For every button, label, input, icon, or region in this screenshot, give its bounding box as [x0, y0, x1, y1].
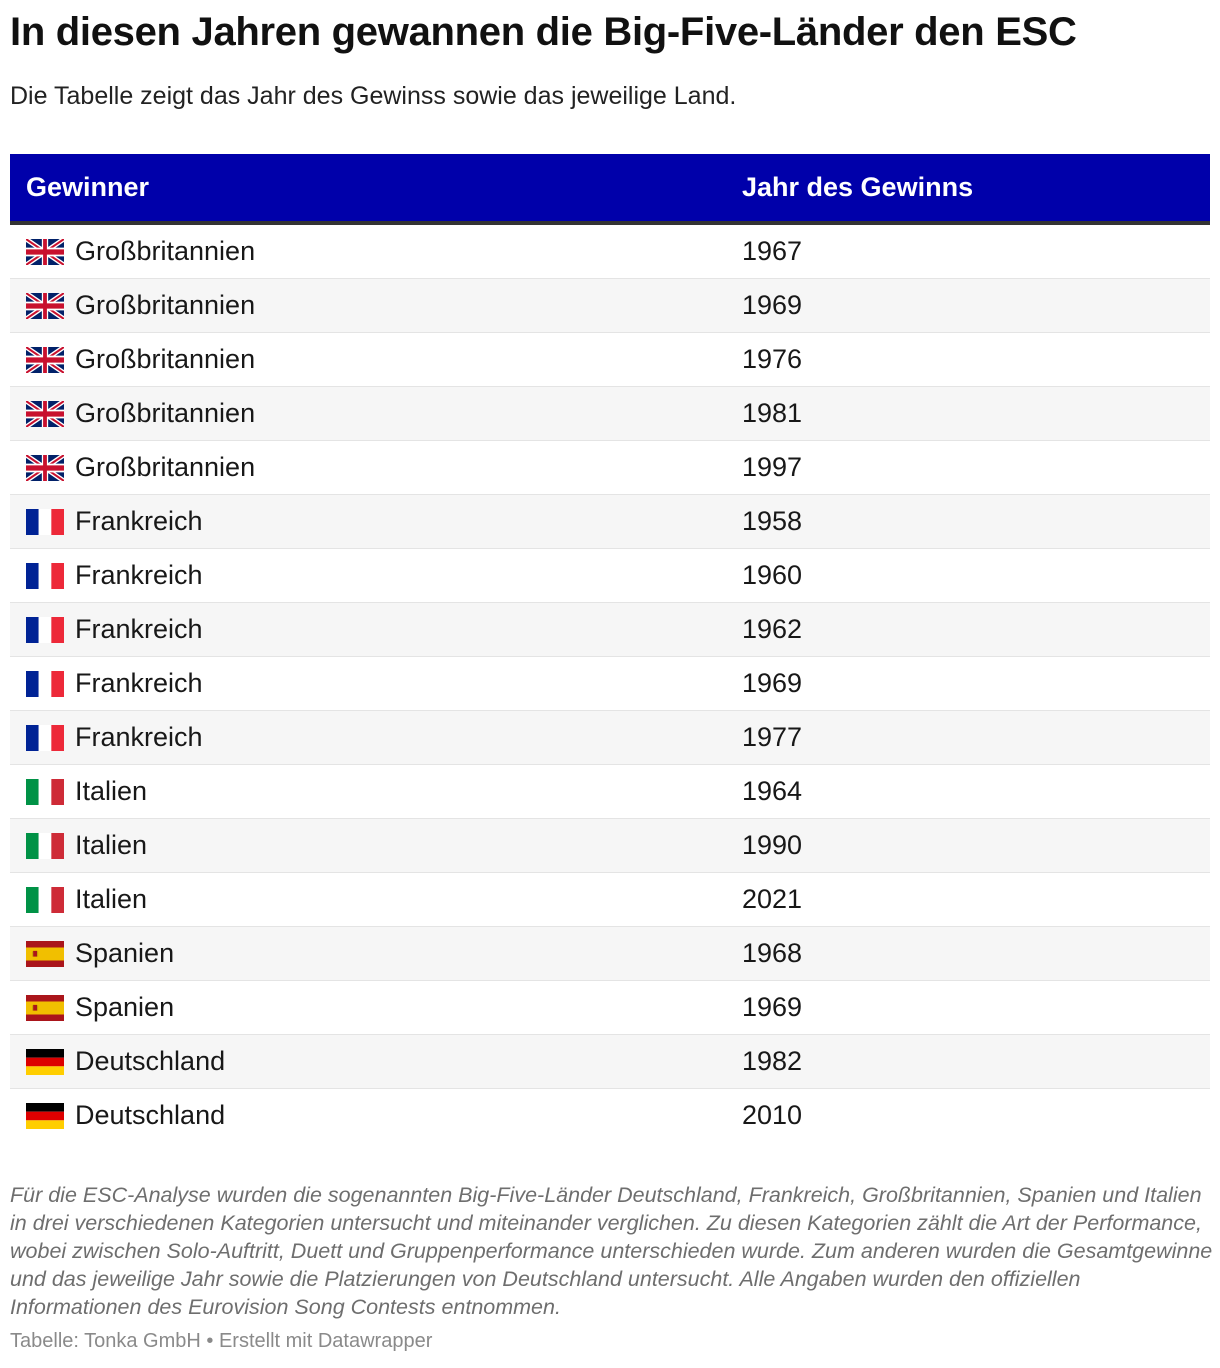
data-table: [10, 154, 1210, 1142]
germany-flag-icon: [26, 1103, 64, 1129]
country-name: Frankreich: [75, 506, 203, 536]
country-name: Großbritannien: [75, 398, 256, 428]
cell-country: [10, 938, 742, 969]
cell-year: 1981: [742, 398, 803, 428]
column-header-gewinner[interactable]: Gewinner: [26, 172, 150, 202]
table-row: [10, 279, 1210, 333]
country-name: Großbritannien: [75, 344, 256, 374]
cell-year: 1969: [742, 668, 803, 698]
table-row: [10, 981, 1210, 1035]
table-row: [10, 927, 1210, 981]
italy-flag-icon: [26, 833, 64, 859]
country-name: Italien: [75, 776, 148, 806]
cell-country: [10, 992, 742, 1023]
cell-country: [10, 614, 742, 645]
column-header-jahr[interactable]: Jahr des Gewinns: [742, 172, 974, 202]
cell-year: 1964: [742, 776, 803, 806]
uk-flag-icon: [26, 239, 64, 265]
cell-year: 1968: [742, 938, 803, 968]
uk-flag-icon: [26, 401, 64, 427]
country-name: Spanien: [75, 938, 175, 968]
cell-year: 1977: [742, 722, 803, 752]
chart-subtitle: Die Tabelle zeigt das Jahr des Gewinss sowie das jeweilige Land.: [10, 82, 737, 110]
cell-year: 1982: [742, 1046, 803, 1076]
cell-year: 2021: [742, 884, 803, 914]
table-row: [10, 819, 1210, 873]
chart-notes: Für die ESC-Analyse wurden die sogenannten Big-Five-Länder Deutschland, Frankreich, Großbritannien, Spanien und Italien in drei verschiedenen Kategorien untersucht und miteinander verglichen. Zu diesen Kategorien zählt die Art der Performance, wobei zwischen Solo-Auftritt, Duett und Gruppenperformance unterschieden wurde. Zum anderen wurden die Gesamtgewinne und das jeweilige Jahr sowie die Platzierungen von Deutschland untersucht. Alle Angaben wurden den offiziellen Informationen des Eurovision Song Contests entnommen.: [10, 1183, 1213, 1319]
cell-year: 1962: [742, 614, 803, 644]
cell-country: [10, 1100, 742, 1131]
country-name: Italien: [75, 830, 148, 860]
table-row: [10, 711, 1210, 765]
cell-country: [10, 506, 742, 537]
country-name: Großbritannien: [75, 452, 256, 482]
cell-country: [10, 236, 742, 267]
cell-year: 1960: [742, 560, 803, 590]
chart-title: In diesen Jahren gewannen die Big-Five-Länder den ESC: [10, 10, 1077, 54]
cell-year: 1997: [742, 452, 803, 482]
table-row: [10, 873, 1210, 927]
cell-year: 1990: [742, 830, 803, 860]
cell-country: [10, 830, 742, 861]
uk-flag-icon: [26, 455, 64, 481]
cell-country: [10, 344, 742, 375]
cell-country: [10, 668, 742, 699]
cell-year: 1969: [742, 992, 803, 1022]
germany-flag-icon: [26, 1049, 64, 1075]
france-flag-icon: [26, 509, 64, 535]
cell-country: [10, 884, 742, 915]
cell-year: 1967: [742, 236, 803, 266]
spain-flag-icon: [26, 995, 64, 1021]
france-flag-icon: [26, 671, 64, 697]
uk-flag-icon: [26, 347, 64, 373]
country-name: Frankreich: [75, 614, 203, 644]
table-header: [10, 154, 1210, 225]
cell-country: [10, 452, 742, 483]
country-name: Deutschland: [75, 1046, 226, 1076]
cell-country: [10, 776, 742, 807]
table-row: [10, 225, 1210, 279]
table-row: [10, 1089, 1210, 1142]
cell-country: [10, 560, 742, 591]
country-name: Spanien: [75, 992, 175, 1022]
country-name: Deutschland: [75, 1100, 226, 1130]
cell-year: 1969: [742, 290, 803, 320]
italy-flag-icon: [26, 887, 64, 913]
italy-flag-icon: [26, 779, 64, 805]
table-row: [10, 1035, 1210, 1089]
france-flag-icon: [26, 563, 64, 589]
cell-year: 1958: [742, 506, 803, 536]
spain-flag-icon: [26, 941, 64, 967]
table-body: [10, 225, 1210, 1142]
table-row: [10, 333, 1210, 387]
uk-flag-icon: [26, 293, 64, 319]
france-flag-icon: [26, 617, 64, 643]
table-row: [10, 549, 1210, 603]
table-row: [10, 495, 1210, 549]
country-name: Großbritannien: [75, 236, 256, 266]
cell-year: 1976: [742, 344, 803, 374]
table-row: [10, 657, 1210, 711]
table-row: [10, 765, 1210, 819]
chart-source: Tabelle: Tonka GmbH • Erstellt mit Datawrapper: [10, 1330, 433, 1352]
country-name: Frankreich: [75, 668, 203, 698]
cell-country: [10, 398, 742, 429]
table-row: [10, 387, 1210, 441]
cell-country: [10, 1046, 742, 1077]
table-row: [10, 603, 1210, 657]
country-name: Großbritannien: [75, 290, 256, 320]
cell-country: [10, 290, 742, 321]
cell-year: 2010: [742, 1100, 803, 1130]
cell-country: [10, 722, 742, 753]
france-flag-icon: [26, 725, 64, 751]
country-name: Italien: [75, 884, 148, 914]
country-name: Frankreich: [75, 560, 203, 590]
table-row: [10, 441, 1210, 495]
country-name: Frankreich: [75, 722, 203, 752]
